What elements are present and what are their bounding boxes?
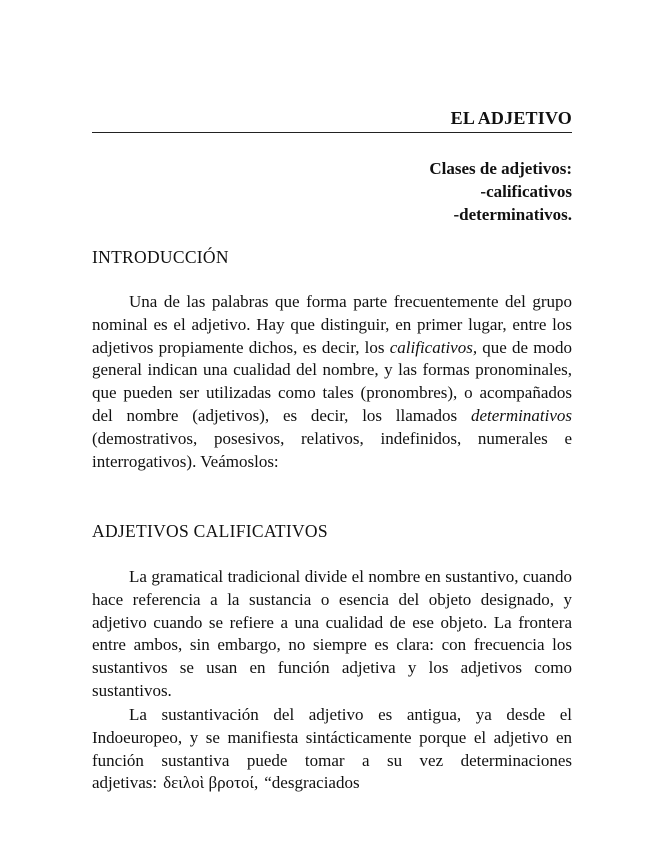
- classes-heading: Clases de adjetivos:: [429, 159, 572, 178]
- intro-paragraph: [92, 291, 572, 473]
- greek-quote: δειλοὶ βροτοί,: [163, 773, 259, 793]
- intro-text-2: que de modo general indican una cualidad del nombre, y las formas pronominales, que pueden ser utilizadas como tales (pronombres), o acompañados del nombre (adjetivos), es decir, los llamados: [92, 337, 572, 425]
- title-divider: [92, 132, 572, 133]
- section-heading-introduccion: INTRODUCCIÓN: [92, 247, 229, 267]
- calificativos-text-2: La sustantivación del adjetivo es antigua, ya desde el Indoeuropeo, y se manifiesta sintácticamente porque el adjetivo en función sustantiva puede tomar a su vez determinaciones adjetivas:: [92, 705, 572, 793]
- intro-text-1: Una de las palabras que forma parte frecuentemente del grupo nominal es el adjetivo. Hay que distinguir, en primer lugar, entre los adjetivos propiamente dichos, es decir, los: [92, 292, 572, 357]
- classes-block: [429, 157, 572, 226]
- document-title: EL ADJETIVO: [450, 108, 572, 128]
- translation-quote: “desgraciados: [264, 773, 360, 793]
- section-heading-calificativos: ADJETIVOS CALIFICATIVOS: [92, 521, 328, 541]
- class-item-calificativos: -calificativos: [480, 182, 572, 201]
- class-item-determinativos: -determinativos.: [453, 205, 572, 224]
- intro-text-3: (demostrativos, posesivos, relativos, indefinidos, numerales e interrogativos). Veámoslos:: [92, 428, 572, 471]
- term-determinativos: determinativos: [470, 405, 572, 425]
- term-calificativos: calificativos,: [389, 337, 478, 357]
- calificativos-paragraph-1: La gramatical tradicional divide el nombre en sustantivo, cuando hace referencia a la sustancia o esencia del objeto designado, y adjetivo cuando se refiere a una cualidad de ese objeto. La frontera entre ambos, sin embargo, no siempre es clara: con frecuencia los sustantivos se usan en función adjetiva y los adjetivos como sustantivos.: [92, 567, 572, 700]
- calificativos-paragraph-2: [92, 704, 572, 795]
